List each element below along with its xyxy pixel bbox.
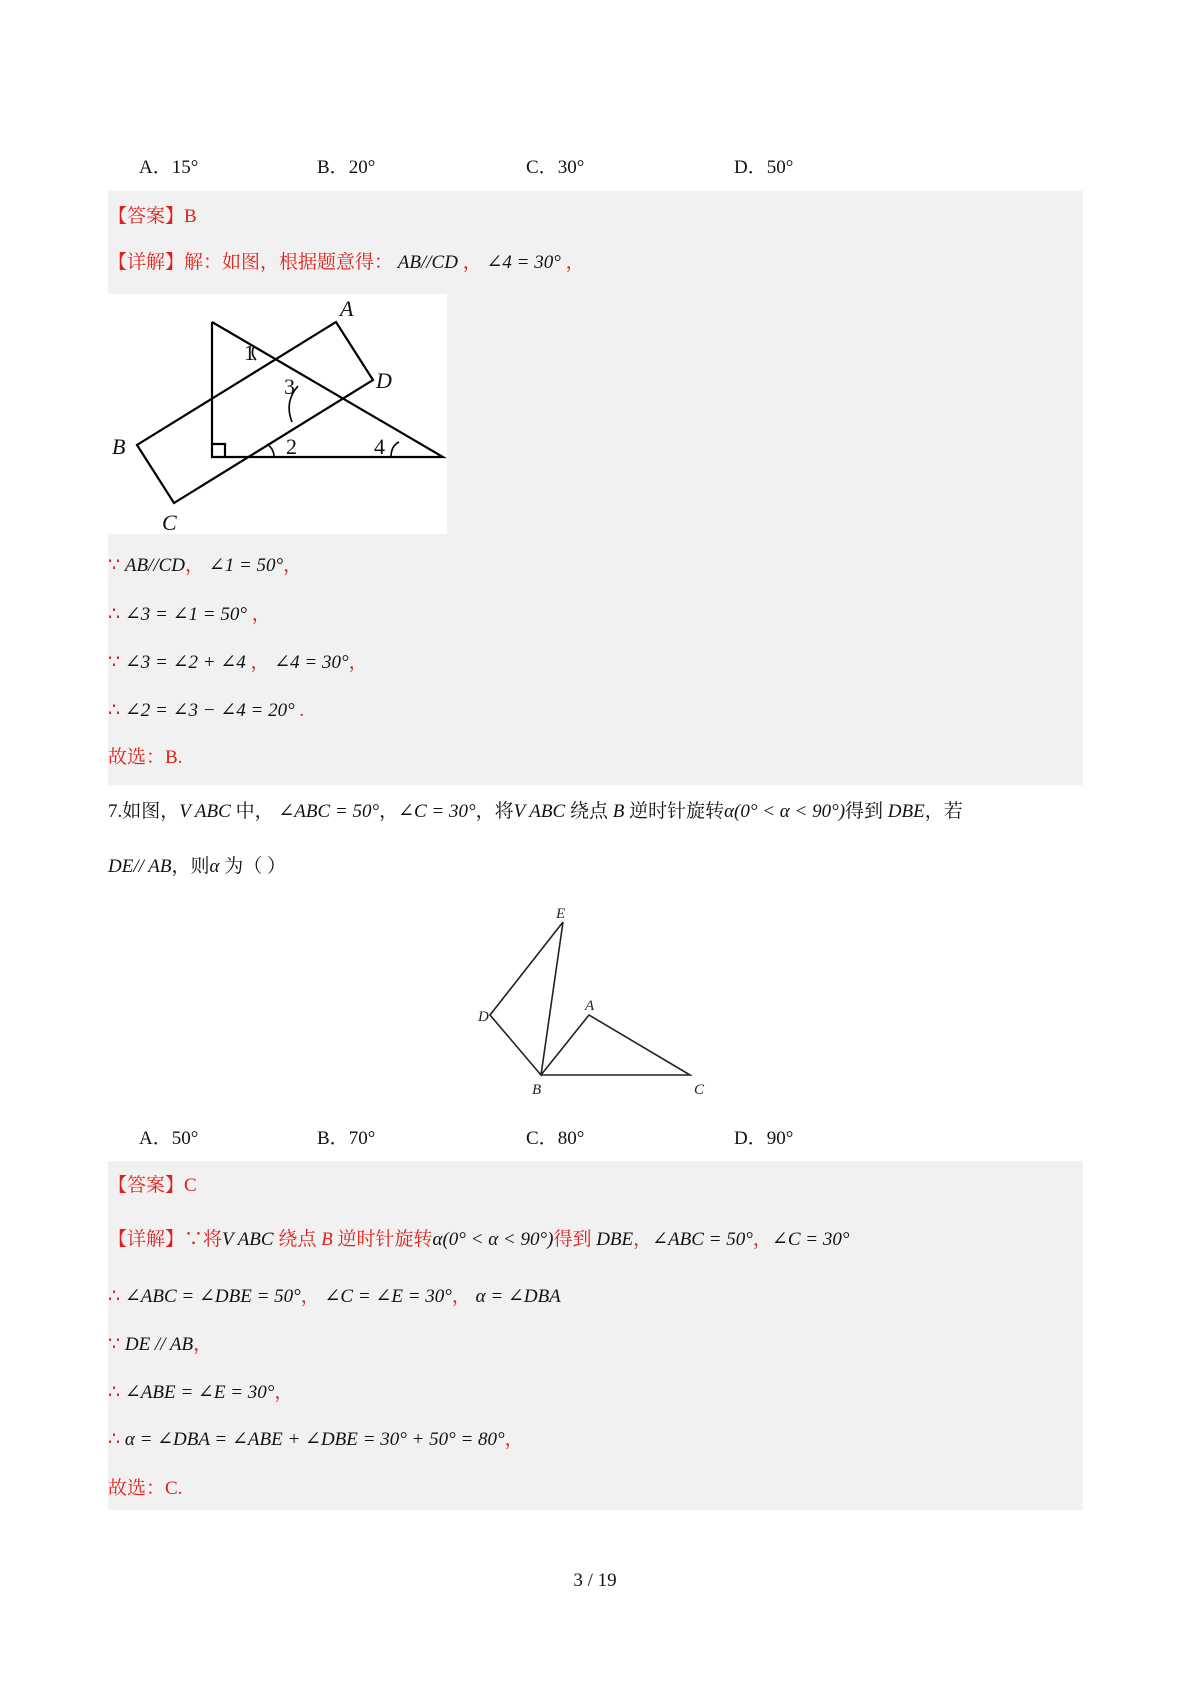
angle-label-2: 2	[286, 434, 297, 459]
q6-conclusion: 故选：B.	[108, 747, 183, 768]
text: 得到	[845, 801, 888, 822]
punct: ，	[504, 1429, 524, 1450]
option-key: A．	[139, 157, 172, 178]
text: 得到	[553, 1229, 597, 1250]
text: ，则	[171, 856, 210, 877]
option-key: B．	[317, 1128, 349, 1149]
option-key: A．	[139, 1128, 172, 1149]
punct: ，	[283, 555, 303, 576]
punct: ，	[185, 555, 205, 576]
rotated-triangle-diagram	[470, 905, 720, 1105]
option-key: D．	[734, 157, 767, 178]
math-expr: ∠4 = 30°	[274, 652, 349, 673]
option-value: 90°	[766, 1128, 794, 1149]
answer-value: B	[184, 206, 197, 227]
option-value: 50°	[171, 1128, 199, 1149]
math-expr: ∠C = 30°	[771, 1229, 850, 1250]
therefore-symbol: ∴	[108, 1429, 121, 1450]
punct: ，	[348, 652, 368, 673]
answer-blank: 为（ ）	[219, 856, 287, 877]
option-key: C．	[526, 1128, 558, 1149]
math-expr: V ABC	[222, 1229, 274, 1250]
math-expr: B	[321, 1229, 333, 1250]
option-key: D．	[734, 1128, 767, 1149]
text: 绕点	[565, 801, 613, 822]
label-e: E	[556, 906, 566, 922]
detail-label: 【详解】	[108, 252, 185, 273]
math-expr: B	[612, 801, 625, 822]
math-expr: V ABC	[513, 801, 566, 822]
punct: ，	[752, 1229, 772, 1250]
math-expr: α(0° < α < 90°)	[724, 801, 846, 822]
punct: ，	[245, 652, 270, 673]
text: ，将	[475, 801, 514, 822]
math-expr: α = ∠DBA	[475, 1286, 561, 1307]
q6-detail-line	[108, 251, 585, 275]
answer-label: 【答案】	[108, 1175, 185, 1196]
punct: ，	[451, 1286, 471, 1307]
therefore-symbol: ∴	[108, 604, 121, 625]
punct: ，	[193, 1334, 213, 1355]
math-expr: ∠C = ∠E = 30°	[324, 1286, 452, 1307]
text: ∵将	[184, 1229, 223, 1250]
math-expr: ∠1 = 50°	[208, 555, 284, 576]
text: 逆时针旋转	[624, 801, 725, 822]
q6-option-c	[526, 156, 584, 180]
q7-answer-box	[108, 1161, 1083, 1510]
answer-label: 【答案】	[108, 206, 185, 227]
option-value: 15°	[171, 157, 199, 178]
punct: ，	[246, 604, 271, 625]
math-expr: AB//CD	[397, 252, 458, 273]
therefore-symbol: ∴	[108, 1286, 121, 1307]
q6-answer-line	[108, 205, 197, 229]
q7-option-d	[734, 1127, 793, 1151]
math-expr: ∠ABC = 50°	[278, 801, 380, 822]
q7-option-a	[139, 1127, 198, 1151]
q7-conclusion: 故选：C.	[108, 1478, 183, 1499]
math-expr: α = ∠DBA = ∠ABE + ∠DBE = 30° + 50° = 80°	[124, 1429, 505, 1450]
text: 中，	[230, 801, 274, 822]
option-value: 30°	[557, 157, 585, 178]
text: 绕点	[273, 1229, 322, 1250]
option-key: C．	[526, 157, 558, 178]
label-d: D	[376, 368, 392, 393]
label-c: C	[162, 510, 177, 534]
math-expr: ∠ABE = ∠E = 30°	[124, 1382, 275, 1403]
q6-option-b	[317, 156, 375, 180]
option-value: 50°	[766, 157, 794, 178]
because-symbol: ∵	[108, 652, 121, 673]
math-expr: AB//CD	[124, 555, 186, 576]
q7-step-1	[108, 1285, 561, 1309]
angle-label-4: 4	[374, 434, 385, 459]
angle-label-1: 1	[244, 340, 255, 365]
q7-option-b	[317, 1127, 375, 1151]
text: 逆时针旋转	[332, 1229, 433, 1250]
q7-step-2	[108, 1333, 212, 1357]
punct: .	[294, 700, 305, 721]
q6-figure	[108, 294, 447, 534]
answer-value: C	[184, 1175, 197, 1196]
q7-question-line-2	[108, 855, 286, 879]
q7-option-c	[526, 1127, 584, 1151]
parallel-lines-triangle-diagram	[108, 294, 447, 534]
q7-detail-line	[108, 1228, 849, 1252]
angle-label-3: 3	[284, 374, 295, 399]
math-expr: ∠C = 30°	[398, 801, 476, 822]
detail-label: 【详解】	[108, 1229, 185, 1250]
math-expr: ∠ABC = ∠DBE = 50°	[124, 1286, 301, 1307]
punct: ，	[633, 1229, 653, 1250]
q7-answer-line	[108, 1174, 197, 1198]
therefore-symbol: ∴	[108, 700, 121, 721]
q6-option-a	[139, 156, 198, 180]
label-a: A	[340, 296, 354, 321]
math-expr: ∠ABC = 50°	[652, 1229, 753, 1250]
text: ，若	[924, 801, 963, 822]
q6-step-2	[108, 603, 271, 627]
because-symbol: ∵	[108, 1334, 121, 1355]
punct: ，	[300, 1286, 320, 1307]
q6-step-4	[108, 699, 304, 723]
label-b: B	[112, 434, 126, 459]
math-expr: α(0° < α < 90°)	[432, 1229, 554, 1250]
because-symbol: ∵	[108, 555, 121, 576]
question-number: 7.如图，	[108, 801, 180, 822]
math-expr: DE// AB	[108, 856, 172, 877]
therefore-symbol: ∴	[108, 1382, 121, 1403]
math-expr: DBE	[596, 1229, 634, 1250]
math-expr: ∠2 = ∠3 − ∠4 = 20°	[124, 700, 295, 721]
math-expr: DE // AB	[124, 1334, 194, 1355]
label-c: C	[694, 1082, 705, 1098]
punct: ，	[274, 1382, 294, 1403]
punct: ，	[379, 801, 399, 822]
math-expr: ∠4 = 30°	[486, 252, 561, 273]
option-value: 70°	[348, 1128, 376, 1149]
math-expr: DBE	[887, 801, 925, 822]
math-expr: ∠3 = ∠1 = 50°	[124, 604, 247, 625]
option-value: 80°	[557, 1128, 585, 1149]
q6-step-3	[108, 651, 368, 675]
q7-question-line-1	[108, 800, 963, 824]
page-number: 3 / 19	[573, 1570, 617, 1591]
option-value: 20°	[348, 157, 376, 178]
punct: ，	[560, 252, 585, 273]
q6-step-1	[108, 554, 302, 578]
q7-step-3	[108, 1381, 293, 1405]
option-key: B．	[317, 157, 349, 178]
label-b: B	[532, 1082, 542, 1098]
label-d: D	[478, 1009, 489, 1025]
detail-intro: 解：如图，根据题意得：	[184, 252, 394, 273]
punct: ，	[457, 252, 482, 273]
q6-option-d	[734, 156, 793, 180]
math-expr: ∠3 = ∠2 + ∠4	[124, 652, 246, 673]
q7-step-4	[108, 1428, 524, 1452]
math-expr: V ABC	[179, 801, 231, 822]
q7-figure	[470, 905, 720, 1105]
math-expr: α	[209, 856, 220, 877]
label-a: A	[585, 998, 595, 1014]
